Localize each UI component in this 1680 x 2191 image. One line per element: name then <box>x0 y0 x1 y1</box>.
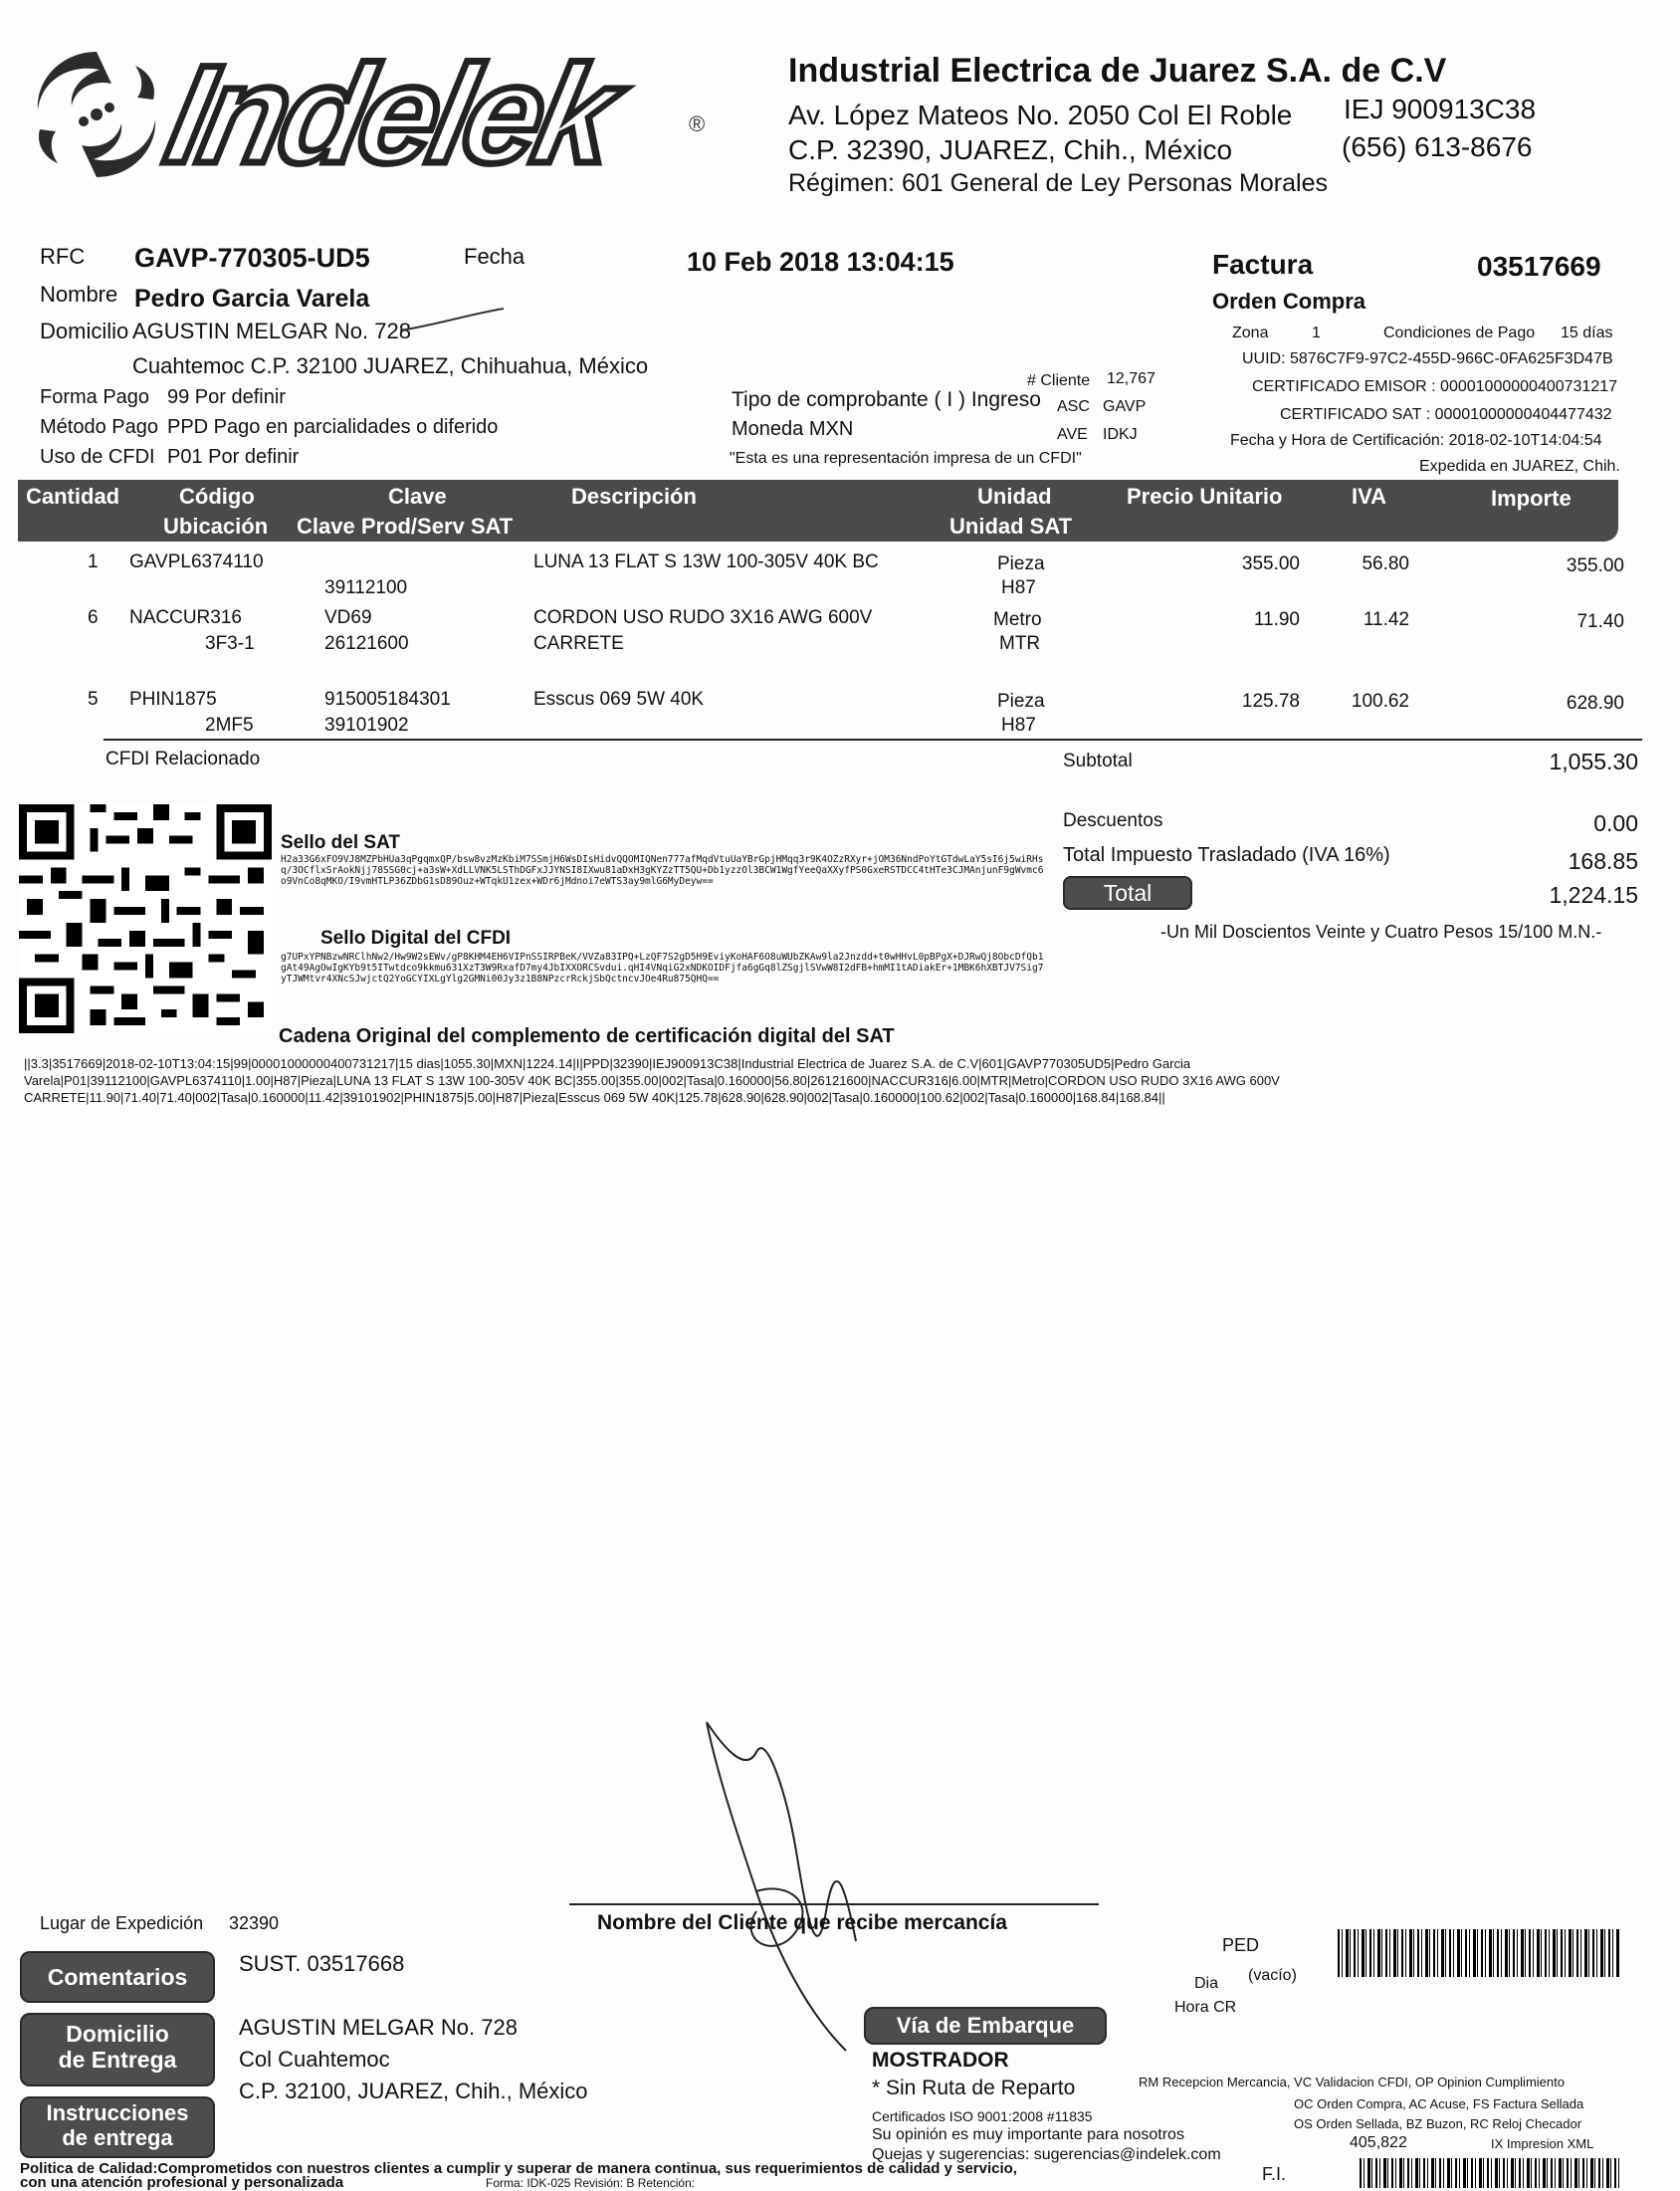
uso-cfdi-label: Uso de CFDI <box>40 446 155 468</box>
certificados-iso: Certificados ISO 9001:2008 #11835 <box>872 2108 1093 2124</box>
via-embarque: MOSTRADOR <box>872 2049 1009 2072</box>
col-codigo: Código <box>179 484 255 509</box>
instrucciones-line-1: Instrucciones <box>46 2100 189 2125</box>
leyenda-4: IX Impresion XML <box>1491 2136 1594 2151</box>
ave-label: AVE <box>1057 426 1088 443</box>
footer-number: 405,822 <box>1350 2134 1407 2151</box>
descuentos-label: Descuentos <box>1063 810 1163 831</box>
factura-label: Factura <box>1212 249 1314 280</box>
vacio-label: (vacío) <box>1248 1967 1297 1984</box>
row-precio: 11.90 <box>1253 609 1300 630</box>
row-clave-sat: 39101902 <box>324 715 409 736</box>
sin-ruta: * Sin Ruta de Reparto <box>872 2077 1076 2099</box>
sello-cfdi-label: Sello Digital del CFDI <box>320 928 512 949</box>
lugar-expedicion: 32390 <box>229 1913 280 1933</box>
leyenda-3: OS Orden Sellada, BZ Buzon, RC Reloj Checador <box>1294 2116 1582 2131</box>
uso-cfdi: P01 Por definir <box>167 446 300 468</box>
leyenda-2: OC Orden Compra, AC Acuse, FS Factura Sellada <box>1294 2096 1584 2111</box>
lugar-expedicion-label: Lugar de Expedición <box>40 1913 204 1933</box>
row-precio: 355.00 <box>1241 553 1300 574</box>
row-clave-sat: 39112100 <box>324 577 408 598</box>
instrucciones-entrega-label <box>20 2096 215 2158</box>
col-unidad: Unidad <box>977 484 1052 509</box>
swirl-logo-icon <box>22 40 171 189</box>
logo-wordmark: Indelek <box>154 36 627 192</box>
row-clave-sat: 26121600 <box>324 633 409 654</box>
zona-value: 1 <box>1312 325 1321 341</box>
col-descripcion: Descripción <box>571 484 697 509</box>
row-iva: 100.62 <box>1351 691 1409 712</box>
hora-cr-label: Hora CR <box>1174 1999 1237 2016</box>
invoice-date: 10 Feb 2018 13:04:15 <box>687 247 954 277</box>
company-regimen: Régimen: 601 General de Ley Personas Morales <box>788 169 1328 197</box>
table-row <box>0 548 1680 607</box>
sello-sat-text: H2a33G6xFO9VJ8MZPbHUa3qPgqmxQP/bsw8vzMzKbiM7SSmjH6WsDIsHidvQQOMIQNen777afMqdVtuUaYBrGpjHMqq3r9K4OZzRXyr+jOM36NndPoYtGTdwLaY5sI6j5wiRHsq/3OCflxSrAokNjj78SSG0cj+a3sW+XdLLVNK5LSThDGFxJJYNSI8IXwu81aDxH3gKYZzTT5QU+Db1yzzOl3BCW1WgfYeeQaXXyfPS0GxeRSTDCC4tHTe3CJMAnjunF9gWvmc6o9VnCo8qMKO/I9vmHTLP36ZDbG1sD89Ouz+WTqkU1zex+WDr6jMdnoi7eWTS3ay9mlG6MyDeyw== <box>281 854 1044 887</box>
cadena-label: Cadena Original del complemento de certificación digital del SAT <box>279 1025 895 1047</box>
cadena-text: ||3.3|3517669|2018-02-10T13:04:15|99|00001000000400731217|15 dias|1055.30|MXN|1224.14|I|PPD|32390|IEJ900913C38|Industrial Electrica de Juarez S.A. de C.V|601|GAVP770305UD5|Pedro Garcia Varela|P01|39112100|GAVPL6374110|1.00|H87|Pieza|LUNA 13 FLAT S 13W 100-305V 40K BC|355.00|355.00|002|Tasa|0.160000|56.80|26121600|NACCUR316|6.00|MTR|Metro|CORDON USO RUDO 3X16 AWG 600V CARRETE|11.90|71.40|71.40|002|Tasa|0.160000|11.42|39101902|PHIN1875|5.00|H87|Pieza|Esscus 069 5W 40K|125.78|628.90|628.90|002|Tasa|0.160000|100.62|002|Tasa|0.160000|168.84|168.84|| <box>24 1056 1280 1105</box>
barcode-bottom <box>1360 2158 1622 2188</box>
signature-line <box>569 1903 1099 1905</box>
factura-number: 03517669 <box>1477 251 1601 282</box>
row-unidad-sat: H87 <box>1001 577 1036 598</box>
domicilio-entrega-label <box>20 2013 215 2086</box>
row-importe: 71.40 <box>1576 611 1624 632</box>
asc-label: ASC <box>1057 398 1090 415</box>
customer-address-2: Cuahtemoc C.P. 32100 JUAREZ, Chihuahua, México <box>132 353 649 378</box>
entrega-address-1: AGUSTIN MELGAR No. 728 <box>239 2015 518 2040</box>
rfc-label: RFC <box>40 244 86 269</box>
cliente-label: # Cliente <box>1027 372 1091 389</box>
company-address-2: C.P. 32390, JUAREZ, Chih., México <box>788 134 1233 165</box>
barcode-top <box>1338 1929 1620 1977</box>
row-descripcion-2: CARRETE <box>533 633 624 654</box>
sello-sat-label: Sello del SAT <box>281 832 401 853</box>
col-importe: Importe <box>1491 486 1572 511</box>
col-unidad-sat: Unidad SAT <box>949 514 1073 539</box>
row-cantidad: 1 <box>88 551 99 572</box>
ave-value: IDKJ <box>1103 426 1138 443</box>
company-phone: (656) 613-8676 <box>1342 131 1533 162</box>
row-unidad: Pieza <box>997 691 1045 712</box>
domicilio-label: Domicilio <box>40 319 129 343</box>
entrega-address-3: C.P. 32100, JUAREZ, Chih., México <box>239 2079 588 2103</box>
row-codigo: GAVPL6374110 <box>129 551 264 572</box>
col-ubicacion: Ubicación <box>163 514 269 539</box>
registered-icon: ® <box>689 111 706 136</box>
row-codigo: PHIN1875 <box>129 689 217 710</box>
company-logo <box>22 36 709 192</box>
pen-mark-icon <box>398 305 508 334</box>
fecha-label: Fecha <box>464 244 525 269</box>
row-cantidad: 6 <box>88 607 99 628</box>
company-address-1: Av. López Mateos No. 2050 Col El Roble <box>788 100 1293 130</box>
total-en-letra: -Un Mil Doscientos Veinte y Cuatro Pesos 15/100 M.N.- <box>1160 922 1602 942</box>
row-iva: 11.42 <box>1363 609 1409 630</box>
tipo-comprobante: Tipo de comprobante ( I ) Ingreso <box>732 388 1041 411</box>
handwritten-signature-icon <box>697 1712 876 2071</box>
expedida-en: Expedida en JUAREZ, Chih. <box>1419 458 1620 475</box>
row-descripcion: LUNA 13 FLAT S 13W 100-305V 40K BC <box>533 551 879 572</box>
forma-revision: Forma: IDK-025 Revisión: B Retención: <box>486 2176 696 2190</box>
row-iva: 56.80 <box>1362 553 1409 574</box>
row-importe: 628.90 <box>1566 693 1624 714</box>
cert-emisor: CERTIFICADO EMISOR : 00001000000400731217 <box>1252 378 1618 395</box>
instrucciones-line-2: de entrega <box>62 2125 173 2151</box>
cfdi-note: "Esta es una representación impresa de un CFDI" <box>730 450 1082 467</box>
fi-label: F.I. <box>1262 2164 1287 2184</box>
metodo-pago-label: Método Pago <box>40 416 158 438</box>
domicilio-entrega-line-2: de Entrega <box>58 2047 177 2074</box>
row-descripcion: CORDON USO RUDO 3X16 AWG 600V <box>533 607 873 628</box>
cliente-number: 12,767 <box>1107 370 1155 387</box>
cfdi-relacionado: CFDI Relacionado <box>105 749 261 769</box>
row-ubicacion: 2MF5 <box>205 715 254 736</box>
quejas-text: Quejas y sugerencias: sugerencias@indelek.com <box>872 2146 1221 2163</box>
row-descripcion: Esscus 069 5W 40K <box>533 689 705 710</box>
total-label: Total <box>1063 876 1192 910</box>
company-name: Industrial Electrica de Juarez S.A. de C.V <box>788 52 1447 90</box>
subtotal-value: 1,055.30 <box>1549 749 1638 774</box>
row-unidad-sat: H87 <box>1001 715 1036 736</box>
uuid: UUID: 5876C7F9-97C2-455D-966C-0FA625F3D47B <box>1242 350 1613 367</box>
leyenda-1: RM Recepcion Mercancia, VC Validacion CFDI, OP Opinion Cumplimiento <box>1139 2075 1565 2089</box>
row-ubicacion: 3F3-1 <box>205 633 255 654</box>
table-row <box>0 603 1680 673</box>
col-clave: Clave <box>388 484 447 509</box>
orden-compra-label: Orden Compra <box>1212 289 1366 314</box>
ped-label: PED <box>1222 1935 1260 1955</box>
customer-name: Pedro Garcia Varela <box>134 285 370 313</box>
row-unidad-sat: MTR <box>999 633 1041 654</box>
dia-label: Dia <box>1194 1975 1219 1992</box>
customer-rfc: GAVP-770305-UD5 <box>134 243 370 273</box>
row-unidad: Metro <box>993 609 1042 630</box>
table-header <box>18 480 1618 542</box>
col-iva: IVA <box>1352 484 1387 509</box>
cert-sat: CERTIFICADO SAT : 00001000000404477432 <box>1280 406 1612 423</box>
asc-value: GAVP <box>1103 398 1147 415</box>
forma-pago-label: Forma Pago <box>40 386 150 408</box>
recibe-mercancia-label: Nombre del Cliente que recibe mercancía <box>597 1911 1007 1934</box>
fecha-certificacion: Fecha y Hora de Certificación: 2018-02-10T14:04:54 <box>1230 432 1602 449</box>
zona-label: Zona <box>1232 325 1269 341</box>
row-precio: 125.78 <box>1241 691 1300 712</box>
opinion-text: Su opinión es muy importante para nosotros <box>872 2126 1184 2143</box>
politica-label: Politica de Calidad: <box>20 2160 158 2177</box>
via-embarque-label: Vía de Embarque <box>864 2007 1107 2045</box>
nombre-label: Nombre <box>40 282 118 307</box>
descuentos-value: 0.00 <box>1593 810 1638 836</box>
col-clave-prod: Clave Prod/Serv SAT <box>297 514 514 539</box>
qr-code-icon <box>18 804 273 1033</box>
entrega-address-2: Col Cuahtemoc <box>239 2047 390 2072</box>
col-precio: Precio Unitario <box>1127 484 1283 509</box>
comentarios-value: SUST. 03517668 <box>239 1951 405 1976</box>
politica-text: Comprometidos con nuestros clientes a cumplir y superar de manera continua, sus requerimientos de calidad y servicio, <box>157 2160 1017 2177</box>
comentarios-label: Comentarios <box>20 1951 215 2003</box>
row-cantidad: 5 <box>88 689 99 710</box>
metodo-pago: PPD Pago en parcialidades o diferido <box>167 416 499 438</box>
impuesto-value: 168.85 <box>1568 848 1638 874</box>
table-row <box>0 685 1680 745</box>
subtotal-label: Subtotal <box>1063 751 1133 771</box>
forma-pago: 99 Por definir <box>167 386 286 408</box>
customer-address-1: AGUSTIN MELGAR No. 728 <box>132 319 411 343</box>
row-clave: 915005184301 <box>324 689 451 710</box>
col-cantidad: Cantidad <box>26 484 120 509</box>
row-clave: VD69 <box>324 607 372 628</box>
row-codigo: NACCUR316 <box>129 607 242 628</box>
domicilio-entrega-line-1: Domicilio <box>66 2021 169 2047</box>
total-value: 1,224.15 <box>1549 882 1638 908</box>
row-unidad: Pieza <box>997 553 1045 574</box>
condiciones-label: Condiciones de Pago <box>1383 325 1536 341</box>
row-importe: 355.00 <box>1566 555 1624 576</box>
moneda: Moneda MXN <box>732 418 854 440</box>
company-rfc: IEJ 900913C38 <box>1344 94 1537 124</box>
condiciones-value: 15 días <box>1561 325 1613 341</box>
politica-text-2: con una atención profesional y personalizada <box>20 2174 344 2191</box>
table-divider <box>104 739 1642 741</box>
sello-cfdi-text: g7UPxYPNBzwNRClhNw2/Hw9W2sEWv/gP8KHM4EH6VIPnSSIRPBeK/VVZa83IPQ+LzQF7S2gD5H9EviyKoHAF6O8uWUbZKAw9la2Jnzdd+t0wHHvL0pBPgX+DJRwQj8ObcDfQb1gAt49AgOwIgKYb9t5ITwtdco9kkmu631XzT3W9RxafD7my4JbIXXORCSvdui.qHI4VNqiG2xNDKOIDFjfa6gGq8lZSgjlSVwW8I2dFB+hmMI1tADiakEr+1MBK6hXBTJV7Sig7yTJWMtvr4XNcSJwjctQ2YoGCYIXLgYlg2GMNi00Jy3z1B8NPzcrRckjSbQctncvJOe4Ru875QHQ== <box>281 952 1044 985</box>
impuesto-label: Total Impuesto Trasladado (IVA 16%) <box>1063 844 1390 866</box>
